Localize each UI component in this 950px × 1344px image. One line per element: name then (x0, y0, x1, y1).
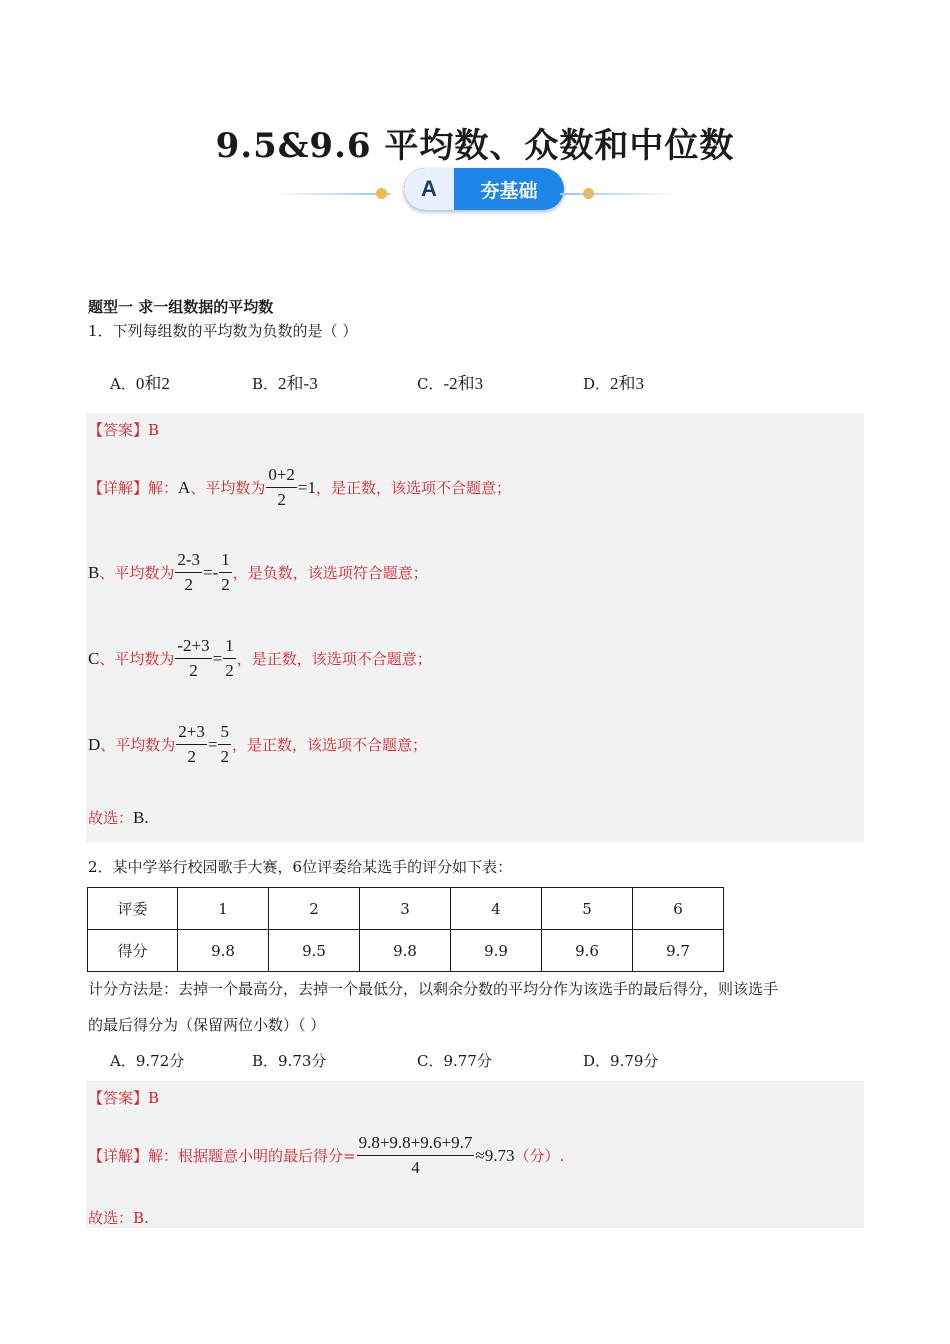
table-cell: 9.7 (633, 930, 724, 972)
table-header-cell: 评委 (88, 888, 178, 930)
q2-detail: 【详解】 解：根据题意小明的最后得分= $\frac{9.8+9.8+9.6+9.7}{4}$ ≈9.73 （分）. (88, 1133, 565, 1177)
q2-conclusion: 故选：B. (88, 1209, 149, 1227)
question-1-options (110, 369, 870, 393)
table-cell: 9.6 (542, 930, 633, 972)
q1-option-c[interactable]: C．-2和3 (417, 374, 484, 393)
fraction: $\frac{2-3}{2}$ (177, 550, 201, 594)
section-banner (270, 166, 680, 214)
banner-letter: A (404, 168, 454, 210)
question-2-options (110, 1050, 870, 1074)
q2-option-c[interactable]: C．9.77分 (417, 1052, 492, 1070)
score-table (87, 887, 724, 972)
fraction: $\frac{-2+3}{2}$ (177, 636, 210, 680)
question-1-stem: 1．下列每组数的平均数为负数的是（ ） (88, 322, 358, 340)
q1-option-a[interactable]: A．0和2 (110, 374, 170, 393)
fraction: $\frac{9.8+9.8+9.6+9.7}{4}$ (358, 1133, 473, 1177)
q1-option-b[interactable]: B．2和-3 (252, 374, 318, 393)
page-title: 9.5&9.6 平均数、众数和中位数 (215, 126, 735, 166)
table-row (88, 888, 724, 930)
table-cell: 9.8 (360, 930, 451, 972)
question-2-method-line-1: 计分方法是：去掉一个最高分，去掉一个最低分，以剩余分数的平均分作为该选手的最后得分，则该选手 (88, 980, 779, 998)
fraction: $\frac{1}{2}$ (221, 550, 230, 594)
table-cell: 4 (451, 888, 542, 930)
banner-label: 夯基础 (480, 179, 538, 202)
q1-detail-b: B 、平均数为 $\frac{2-3}{2}$ =- $\frac{1}{2}$ ，是负数，该选项符合题意； (88, 550, 428, 594)
table-row (88, 930, 724, 972)
q1-option-d[interactable]: D．2和3 (583, 374, 645, 393)
q1-answer-box (86, 413, 864, 842)
banner-right-line (560, 193, 680, 195)
banner-pill (404, 168, 564, 210)
section-heading: 题型一 求一组数据的平均数 (88, 298, 274, 316)
q2-option-d[interactable]: D．9.79分 (583, 1052, 659, 1070)
banner-left-line (270, 193, 390, 195)
banner-left-dot (376, 188, 387, 199)
table-cell: 5 (542, 888, 633, 930)
question-2-stem: 2．某中学举行校园歌手大赛，6位评委给某选手的评分如下表： (88, 858, 513, 876)
q1-conclusion: 故选： B. (88, 807, 149, 827)
q1-detail-a: 【详解】 解： A 、平均数为 $\frac{0+2}{2}$ =1 ，是正数，该选项不合题意； (88, 465, 512, 509)
table-cell: 9.5 (269, 930, 360, 972)
table-cell: 3 (360, 888, 451, 930)
table-header-cell: 得分 (88, 930, 178, 972)
fraction: $\frac{2+3}{2}$ (178, 722, 205, 766)
q2-answer-box (86, 1081, 864, 1228)
table-cell: 9.8 (178, 930, 269, 972)
q2-answer: 【答案】 B (88, 1088, 160, 1107)
table-cell: 6 (633, 888, 724, 930)
table-cell: 2 (269, 888, 360, 930)
fraction: $\frac{5}{2}$ (220, 722, 229, 766)
q1-detail-c: C 、平均数为 $\frac{-2+3}{2}$ = $\frac{1}{2}$ ，是正数，该选项不合题意； (88, 636, 432, 680)
table-cell: 9.9 (451, 930, 542, 972)
fraction: $\frac{1}{2}$ (225, 636, 234, 680)
question-2-method-line-2: 的最后得分为（保留两位小数）（ ） (88, 1016, 326, 1034)
table-cell: 1 (178, 888, 269, 930)
q2-option-b[interactable]: B．9.73分 (252, 1052, 327, 1070)
fraction: $\frac{0+2}{2}$ (268, 465, 295, 509)
q1-answer: 【答案】 B (88, 420, 160, 439)
q1-detail-d: D 、平均数为 $\frac{2+3}{2}$ = $\frac{5}{2}$ ，是正数，该选项不合题意； (88, 722, 427, 766)
q2-option-a[interactable]: A．9.72分 (110, 1052, 185, 1070)
